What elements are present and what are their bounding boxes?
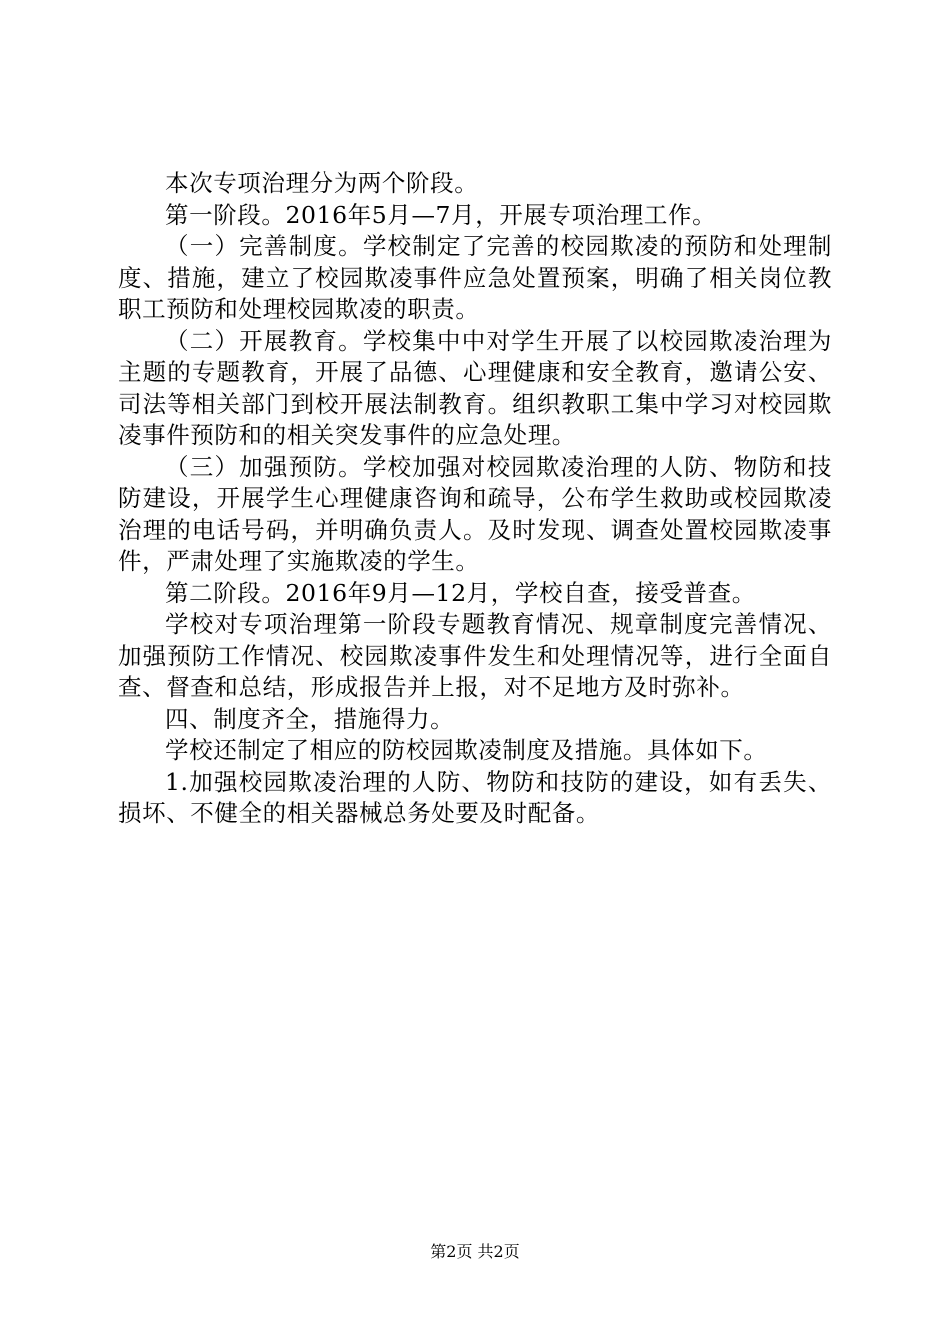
paragraph-prevention: （三）加强预防。学校加强对校园欺凌治理的人防、物防和技防建设，开展学生心理健康咨询和疏导，公布学生救助或校园欺凌治理的电话号码，并明确负责人。及时发现、调查处置校园欺凌事件，严肃处理了实施欺凌的学生。 — [118, 452, 832, 575]
paragraph-improve-system: （一）完善制度。学校制定了完善的校园欺凌的预防和处理制度、措施，建立了校园欺凌事件应急处置预案，明确了相关岗位教职工预防和处理校园欺凌的职责。 — [118, 232, 832, 323]
paragraph-stage-one: 第一阶段。2016年5月—7月，开展专项治理工作。 — [165, 200, 717, 229]
paragraph-stage-two: 第二阶段。2016年9月—12月，学校自查，接受普查。 — [165, 578, 756, 607]
paragraph-stages-intro: 本次专项治理分为两个阶段。 — [165, 169, 479, 197]
paragraph-measure-one: 1.加强校园欺凌治理的人防、物防和技防的建设，如有丢失、损坏、不健全的相关器械总务处要及时配备。 — [118, 767, 832, 827]
paragraph-measures-intro: 学校还制定了相应的防校园欺凌制度及措施。具体如下。 — [165, 736, 768, 764]
paragraph-education: （二）开展教育。学校集中中对学生开展了以校园欺凌治理为主题的专题教育，开展了品德、心理健康和安全教育，邀请公安、司法等相关部门到校开展法制教育。组织教职工集中学习对校园欺凌事件预防和的相关突发事件的应急处理。 — [118, 326, 832, 449]
page-number-footer: 第2页 共2页 — [430, 1242, 520, 1261]
document-body — [118, 168, 832, 830]
paragraph-self-inspection: 学校对专项治理第一阶段专题教育情况、规章制度完善情况、加强预防工作情况、校园欺凌事件发生和处理情况等，进行全面自查、督查和总结，形成报告并上报，对不足地方及时弥补。 — [118, 610, 832, 701]
paragraph-section-four-heading: 四、制度齐全，措施得力。 — [165, 704, 455, 733]
